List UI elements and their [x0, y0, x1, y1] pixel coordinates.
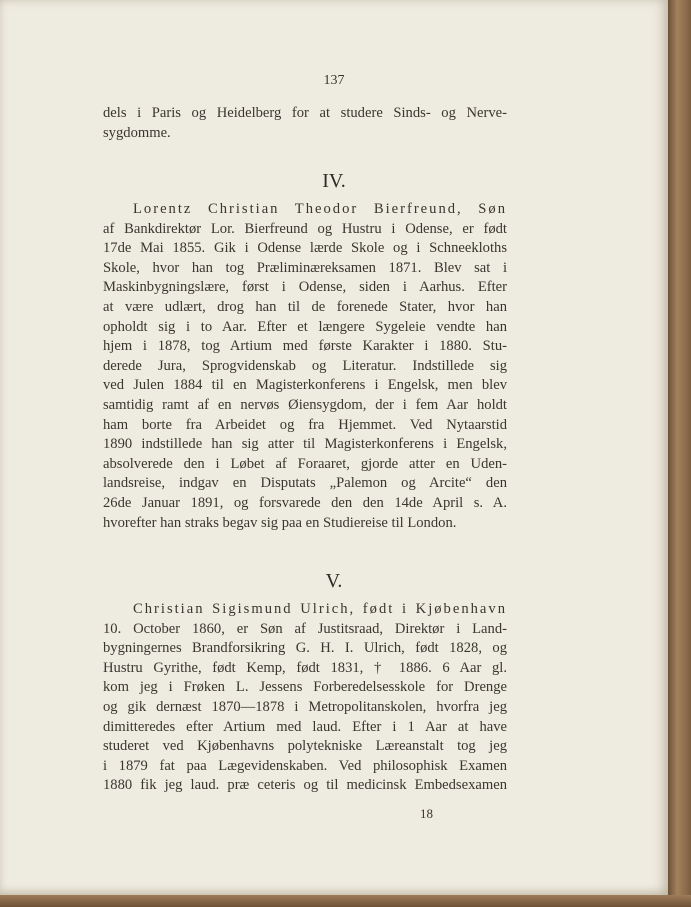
- text-line: kom jeg i Frøken L. Jessens Forberedelsesskole for Drenge: [103, 679, 507, 696]
- text-line: i 1879 fat paa Lægevidenskaben. Ved philosophisk Examen: [103, 757, 507, 774]
- text-line: [103, 200, 507, 220]
- text-line: derede Jura, Sprogvidenskab og Literatur. Indstillede sig: [103, 357, 507, 374]
- text-line: dimitteredes efter Artium med laud. Efter i 1 Aar at have: [103, 718, 507, 735]
- section-heading-iv: IV.: [322, 170, 346, 192]
- text-line: ved Julen 1884 til en Magisterkonferens i Engelsk, men blev: [103, 377, 507, 394]
- text-line: 26de Januar 1891, og forsvarede den den 14de April s. A.: [103, 494, 507, 511]
- text-line: hvorefter han straks begav sig paa en Studiereise til London.: [103, 514, 457, 531]
- text-line: 10. October 1860, er Søn af Justitsraad, Direktør i Land-: [103, 620, 507, 637]
- text-line: opholdt sig i to Aar. Efter et længere Sygeleie vendte han: [103, 318, 507, 335]
- text-line: absolverede den i Løbet af Foraaret, gjorde atter en Uden-: [103, 455, 507, 472]
- text-line: at være udlært, drog han til de forenede Stater, hvor han: [103, 298, 507, 315]
- text-line: samtidig ramt af en nervøs Øiensygdom, der i fem Aar holdt: [103, 396, 507, 413]
- book-bottom-edge: [0, 895, 691, 907]
- section-iv-paragraph: [103, 200, 507, 533]
- book-spine: [668, 0, 691, 907]
- section-v-paragraph: [103, 600, 507, 796]
- text-line: af Bankdirektør Lor. Bierfreund og Hustru i Odense, er født: [103, 220, 507, 237]
- text-line: hjem i 1878, tog Artium med første Karakter i 1880. Stu-: [103, 338, 507, 355]
- text-line: 1880 fik jeg laud. præ ceteris og til medicinsk Embedsexamen: [103, 777, 507, 794]
- page-number: 137: [323, 73, 345, 88]
- text-line: og gik dernæst 1870—1878 i Metropolitanskolen, hvorfra jeg: [103, 698, 507, 715]
- text-line: landsreise, indgav en Disputats „Palemon og Arcite“ den: [103, 475, 507, 492]
- text-line: Hustru Gyrithe, født Kemp, født 1831, † 1886. 6 Aar gl.: [103, 659, 507, 676]
- text-line: 17de Mai 1855. Gik i Odense lærde Skole og i Schneekloths: [103, 240, 507, 257]
- text-line: studeret ved Kjøbenhavns polytekniske Læreanstalt tog jeg: [103, 738, 507, 755]
- text-line: Maskinbygningslære, først i Odense, siden i Aarhus. Efter: [103, 279, 507, 296]
- section-heading-v: V.: [325, 570, 343, 592]
- person-name: Lorentz Christian Theodor Bierfreund, Søn: [133, 201, 507, 217]
- signature-mark: 18: [420, 806, 433, 821]
- text-line: [103, 600, 507, 620]
- text-line: sygdomme.: [103, 124, 171, 141]
- text-line: 1890 indstillede han sig atter til Magisterkonferens i Engelsk,: [103, 436, 507, 453]
- text-line: ham borte fra Arbeidet og fra Hjemmet. Ved Nytaarstid: [103, 416, 507, 433]
- text-line: Skole, hvor han tog Præliminæreksamen 1871. Blev sat i: [103, 259, 507, 276]
- text-line: bygningernes Brandforsikring G. H. I. Ulrich, født 1828, og: [103, 640, 507, 657]
- text-line: dels i Paris og Heidelberg for at studere Sinds- og Nerve-: [103, 105, 507, 121]
- person-name: Christian Sigismund Ulrich, født i Kjøbenhavn: [133, 601, 507, 617]
- intro-paragraph: [103, 104, 507, 143]
